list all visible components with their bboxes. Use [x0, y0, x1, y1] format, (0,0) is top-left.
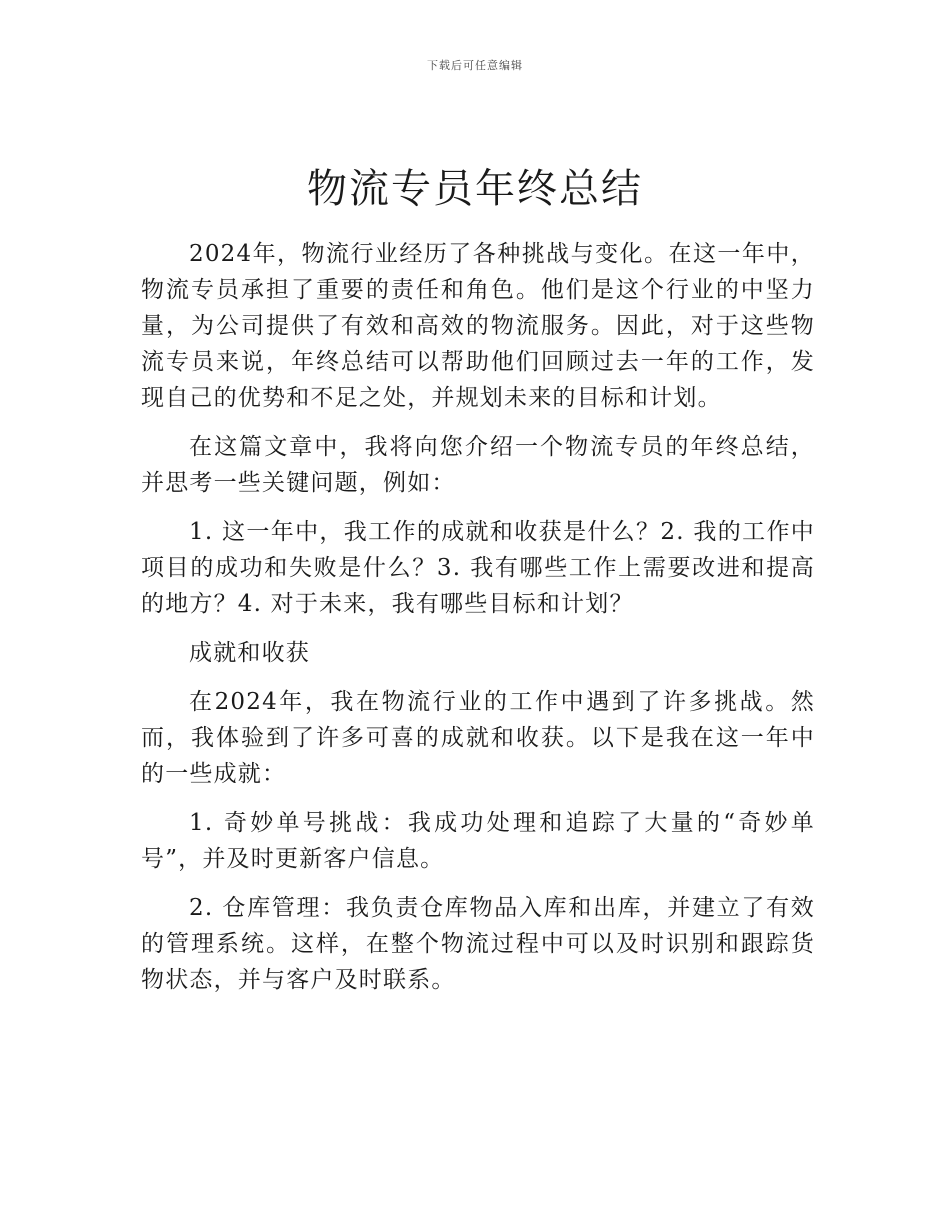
- page-header: 下载后可任意编辑: [427, 59, 523, 72]
- document-title: 物流专员年终总结: [307, 166, 643, 212]
- paragraph-achievements-intro: 在2024年，我在物流行业的工作中遇到了许多挑战。然而，我体验到了许多可喜的成就和收获。以下是我在这一年中的一些成就：: [141, 689, 815, 787]
- paragraph-intro: 2024年，物流行业经历了各种挑战与变化。在这一年中，物流专员承担了重要的责任和角色。他们是这个行业的中坚力量，为公司提供了有效和高效的物流服务。因此，对于这些物流专员来说，年终总结可以帮助他们回顾过去一年的工作，发现自己的优势和不足之处，并规划未来的目标和计划。: [141, 241, 815, 411]
- paragraph-item-tracking: 1. 奇妙单号挑战：我成功处理和追踪了大量的“奇妙单号”，并及时更新客户信息。: [141, 810, 815, 872]
- paragraph-item-warehouse: 2. 仓库管理：我负责仓库物品入库和出库，并建立了有效的管理系统。这样，在整个物流过程中可以及时识别和跟踪货物状态，并与客户及时联系。: [141, 895, 815, 993]
- paragraph-questions: 1. 这一年中，我工作的成就和收获是什么？2. 我的工作中项目的成功和失败是什么？3. 我有哪些工作上需要改进和提高的地方？4. 对于未来，我有哪些目标和计划？: [141, 519, 815, 617]
- document-body: [141, 236, 815, 1011]
- section-heading-achievements: 成就和收获: [189, 640, 310, 666]
- paragraph-overview: 在这篇文章中，我将向您介绍一个物流专员的年终总结，并思考一些关键问题，例如：: [141, 434, 815, 496]
